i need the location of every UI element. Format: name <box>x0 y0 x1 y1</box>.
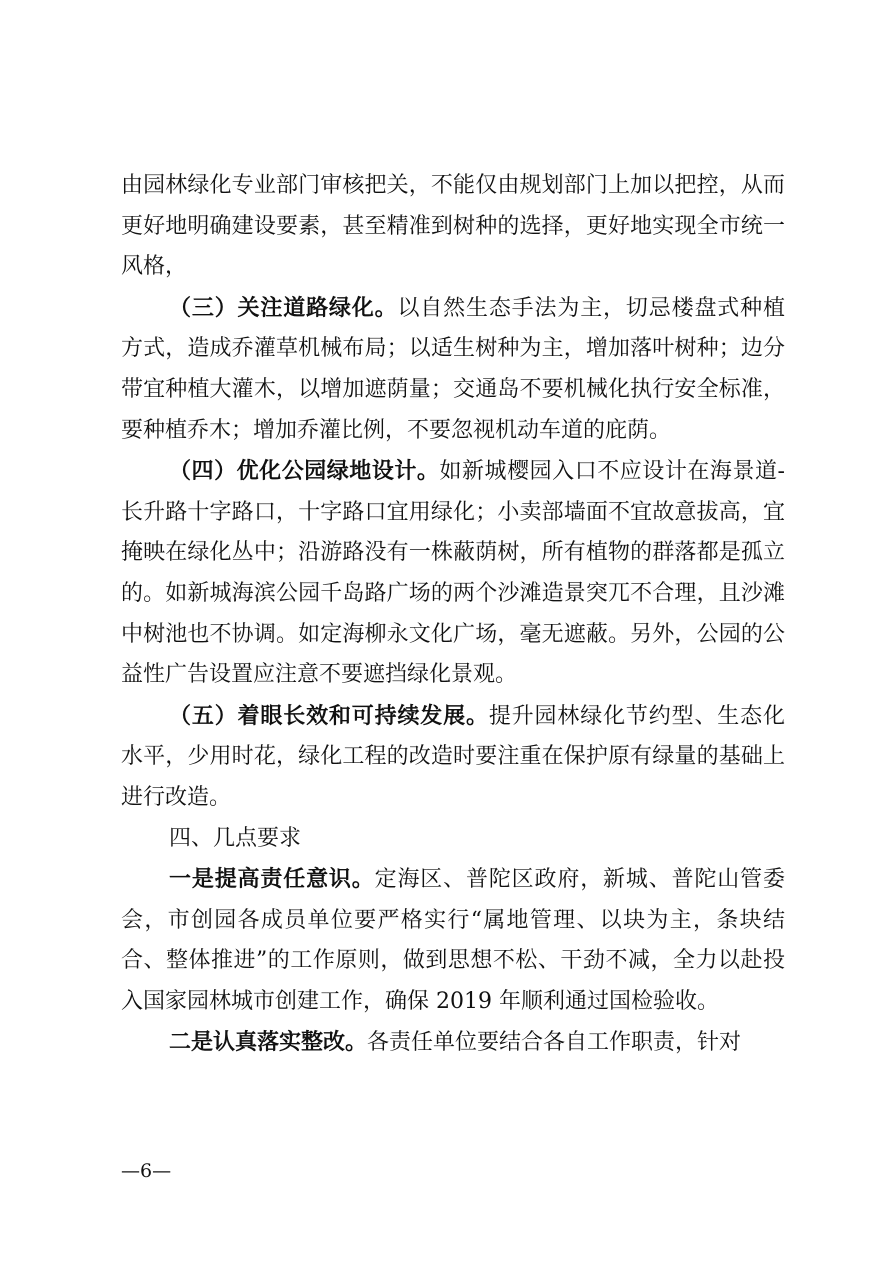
paragraph-sustainable-text: 提升园林绿化节约型、生态化水平，少用时花，绿化工程的改造时要注重在保护原有绿量的基础上进行改造。 <box>121 703 785 810</box>
paragraph-responsibility-text: 定海区、普陀区政府，新城、普陀山管委会，市创园各成员单位要严格实行“属地管理、以块为主，条块结合、整体推进”的工作原则，做到思想不松、干劲不减，全力以赴投入国家园林城市创建工作，确保 2019 年顺利通过国检验收。 <box>121 867 785 1014</box>
heading-sustainable: （五）着眼长效和可持续发展。 <box>169 702 489 729</box>
heading-road-greening: （三）关注道路绿化。 <box>169 294 398 321</box>
document-body <box>121 166 785 1064</box>
paragraph-park-design-text: 如新城樱园入口不应设计在海景道-长升路十字路口，十字路口宜用绿化；小卖部墙面不宜故意拔高，宜掩映在绿化丛中；沿游路没有一株蔽荫树，所有植物的群落都是孤立的。如新城海滨公园千岛路广场的两个沙滩造景突兀不合理，且沙滩中树池也不协调。如定海柳永文化广场，毫无遮蔽。另外，公园的公益性广告设置应注意不要遮挡绿化景观。 <box>121 459 785 688</box>
section-heading-requirements-text: 四、几点要求 <box>169 825 302 851</box>
paragraph-park-design <box>121 451 785 696</box>
paragraph-sustainable <box>121 696 785 819</box>
paragraph-responsibility <box>121 859 785 1022</box>
paragraph-rectification-text: 各责任单位要结合各自工作职责，针对 <box>367 1030 742 1056</box>
heading-responsibility: 一是提高责任意识。 <box>169 866 375 893</box>
heading-rectification: 二是认真落实整改。 <box>169 1029 368 1056</box>
paragraph-rectification <box>121 1022 785 1064</box>
page-number: —6— <box>121 1160 172 1182</box>
section-heading-requirements <box>121 819 785 860</box>
heading-park-design: （四）优化公园绿地设计。 <box>169 458 440 485</box>
paragraph-road-greening-text: 以自然生态手法为主，切忌楼盘式种植方式，造成乔灌草机械布局；以适生树种为主，增加落叶树种；边分带宜种植大灌木，以增加遮荫量；交通岛不要机械化执行安全标准，要种植乔木；增加乔灌比例，不要忽视机动车道的庇荫。 <box>121 295 785 443</box>
paragraph-1-text: 由园林绿化专业部门审核把关，不能仅由规划部门上加以把控，从而更好地明确建设要素，甚至精准到树种的选择，更好地实现全市统一风格， <box>121 173 785 280</box>
paragraph-1 <box>121 166 785 288</box>
paragraph-road-greening <box>121 288 785 451</box>
